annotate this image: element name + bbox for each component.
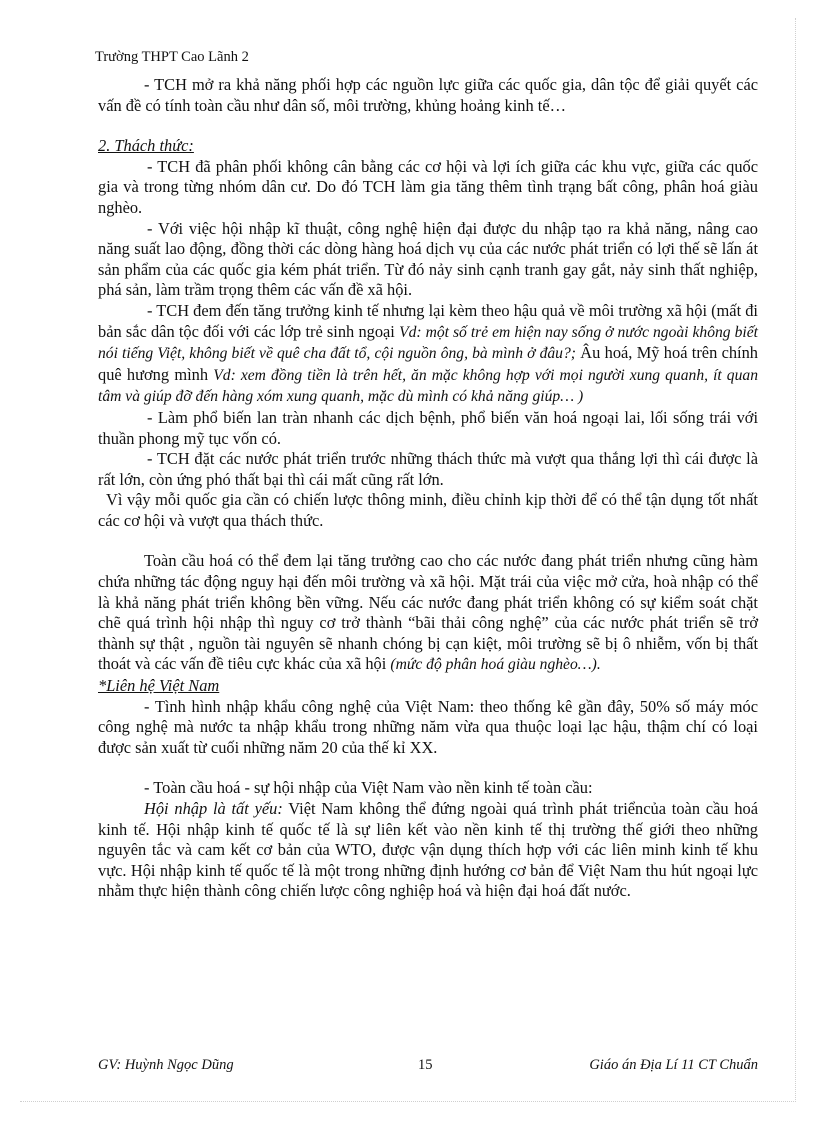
paragraph-text: - TCH đem đến tăng trưởng kinh tế nhưng lại kèm theo hậu quả về môi trường xã hội (mất đi bản sắc dân tộc đối với các lớp trẻ sinh ngoại — [98, 300, 758, 341]
paragraph-text: Việt Nam không thể đứng ngoài quá trình phát triểncủa toàn cầu hoá kinh tế. Hội nhập kinh tế quốc tế là sự liên kết vào nền kinh tế thị trường thế giới theo những nguyên tắc và cam kết cơ bản của WTO, được vận dụng thích hợp với các liên minh kinh tế khu vực. Hội nhập kinh tế quốc tế là một trong những định hướng cơ bản để Việt Nam thu hút ngoại lực nhằm thực hiện thành công chiến lược công nghiệp hoá và hiện đại hoá đất nước. — [98, 799, 759, 901]
footer-title: Giáo án Địa Lí 11 CT Chuẩn — [589, 1057, 758, 1073]
example-text: Vd: xem đồng tiền là trên hết, ăn mặc không hợp với mọi người xung quanh, ít quan tâm và giúp đỡ đến hàng xóm xung quanh, mặc dù mình có khả năng giúp… ) — [98, 366, 758, 406]
document-body — [98, 75, 758, 902]
paragraph-globalization-impact — [98, 551, 758, 676]
paragraph-tch-opportunity: - TCH mở ra khả năng phối hợp các nguồn lực giữa các quốc gia, dân tộc để giải quyết các vấn đề có tính toàn cầu như dân số, môi trường, khủng hoảng kinh tế… — [98, 75, 758, 115]
paragraph-text: Toàn cầu hoá có thể đem lại tăng trưởng cao cho các nước đang phát triển nhưng cũng hàm chứa những tác động nguy hại đến môi trường và xã hội. Mặt trái của việc mở cửa, hoà nhập có thể là khả năng phát triển không bền vững. Nếu các nước đang phát triển không có sự kiểm soát chặt chẽ quá trình hội nhập thì nguy cơ trở thành “bãi thải công nghệ” của các nước phát triển sẽ trở thành sự thật , nguồn tài nguyên sẽ nhanh chóng bị cạn kiệt, môi trường sẽ bị ô nhiễm, vốn bị thất thoát và các vấn đề tiêu cực khác của xã hội — [98, 551, 758, 674]
page-footer — [98, 1057, 758, 1077]
example-text: Vd: một số trẻ em hiện nay sống ở nước ngoài không biết nói tiếng Việt, không biết về quê cha đất tổ, cội nguồn ông, bà mình ở đâu?; — [98, 323, 758, 363]
paragraph-technology-integration: - Với việc hội nhập kĩ thuật, công nghệ hiện đại được du nhập tạo ra khả năng, nâng cao năng suất lao động, đồng thời các dòng hàng hoá dịch vụ của các nước phát triển có lợi thế sẽ lấn át sản phẩm của các quốc gia kém phát triển. Từ đó nảy sinh cạnh tranh gay gắt, nảy sinh thất nghiệp, phá sản, làm trầm trọng thêm các vấn đề xã hội. — [98, 218, 758, 300]
paragraph-conclusion: Vì vậy mỗi quốc gia cần có chiến lược thông minh, điều chỉnh kịp thời để có thể tận dụng tốt nhất các cơ hội và vượt qua thách thức. — [98, 490, 758, 530]
paragraph-vietnam-integration: - Toàn cầu hoá - sự hội nhập của Việt Nam vào nền kinh tế toàn cầu: — [144, 778, 593, 798]
heading-text: *Liên hệ Việt Nam — [98, 676, 220, 696]
paragraph-social-consequences — [98, 301, 758, 408]
section-title-text: 2. Thách thức: — [98, 136, 194, 156]
paragraph-technology-import: - Tình hình nhập khẩu công nghệ của Việt Nam: theo thống kê gần đây, 50% số máy móc công nghệ mà nước ta nhập khẩu trong những năm vừa qua thuộc loại lạc hậu, thậm chí có loại được sản xuất từ cuối những năm 20 của thế kỉ XX. — [98, 696, 758, 757]
section-title-challenges — [98, 136, 758, 157]
paragraph-unequal-distribution: - TCH đã phân phối không cân bằng các cơ hội và lợi ích giữa các khu vực, giữa các quốc gia và trong từng nhóm dân cư. Do đó TCH làm gia tăng thêm tình trạng bất công, phân hoá giàu nghèo. — [98, 156, 758, 217]
footer-page-number: 15 — [418, 1057, 433, 1073]
example-text: (mức độ phân hoá giàu nghèo…). — [390, 656, 601, 674]
paragraph-integration-inevitable — [98, 799, 758, 902]
heading-vietnam-relation — [98, 676, 758, 697]
paragraph-disease-culture: - Làm phổ biến lan tràn nhanh các dịch bệnh, phổ biến văn hoá ngoại lai, lối sống trái với thuần phong mỹ tục vốn có. — [98, 407, 758, 448]
page-header-school: Trường THPT Cao Lãnh 2 — [95, 49, 249, 65]
inline-heading: Hội nhập là tất yếu: — [144, 799, 283, 818]
paragraph-text: Âu hoá, Mỹ hoá trên chính quê hương mình — [98, 343, 758, 384]
footer-teacher: GV: Huỳnh Ngọc Dũng — [98, 1057, 234, 1073]
paragraph-challenges-developed: - TCH đặt các nước phát triển trước những thách thức mà vượt qua thắng lợi thì cái được là rất lớn, còn ứng phó thất bại thì cái mất cũng rất lớn. — [98, 449, 758, 489]
